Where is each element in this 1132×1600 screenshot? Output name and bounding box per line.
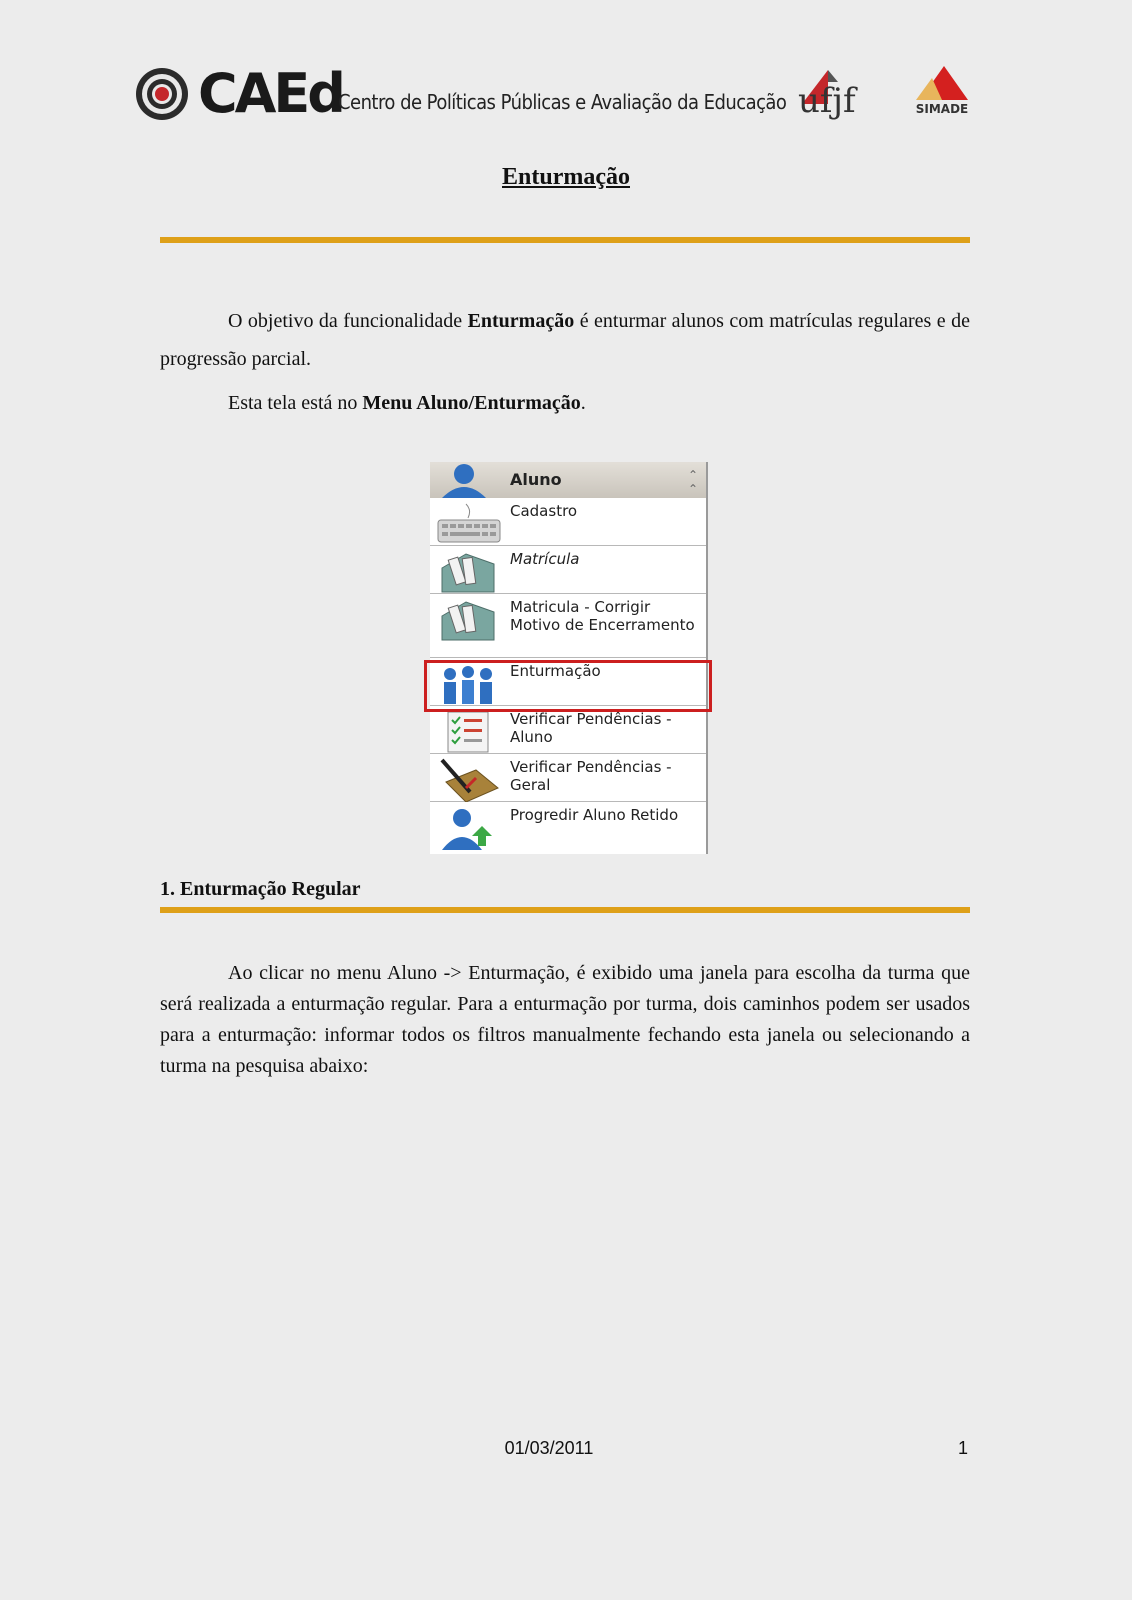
simade-logo xyxy=(910,64,974,122)
intro-paragraph xyxy=(160,302,970,378)
header-logos xyxy=(134,62,994,132)
intro-text-a: O objetivo da funcionalidade xyxy=(228,310,468,332)
checklist-icon xyxy=(436,710,502,754)
location-bold: Menu Aluno/Enturmação xyxy=(362,392,581,414)
menu-item-label: Matricula - Corrigir Motivo de Encerramento xyxy=(510,598,695,634)
simade-mountain-icon xyxy=(910,64,974,102)
user-up-arrow-icon xyxy=(436,806,502,850)
menu-item-label: Enturmação xyxy=(510,662,601,680)
keyboard-icon xyxy=(436,502,502,546)
menu-item-label: Matrícula xyxy=(510,550,580,568)
menu-item-pendencias-aluno[interactable] xyxy=(430,706,706,754)
intro-bold: Enturmação xyxy=(467,310,575,332)
file-cabinet-icon xyxy=(436,550,502,594)
menu-item-corrigir-motivo[interactable] xyxy=(430,594,706,658)
user-icon xyxy=(434,462,504,498)
footer-date: 01/03/2011 xyxy=(504,1438,594,1458)
ufjf-text: ufjf xyxy=(798,81,856,121)
collapse-chevron-icon[interactable]: ⌃ ⌃ xyxy=(687,468,698,496)
menu-item-label: Progredir Aluno Retido xyxy=(510,806,679,824)
menu-item-cadastro[interactable] xyxy=(430,498,706,546)
location-text-a: Esta tela está no xyxy=(228,392,363,414)
section-heading: 1. Enturmação Regular xyxy=(160,878,361,900)
caed-swirl-logo xyxy=(134,66,190,122)
aluno-menu-panel xyxy=(430,462,708,854)
clipboard-pen-icon xyxy=(436,758,502,802)
file-cabinet-icon xyxy=(436,598,502,642)
menu-item-label: Cadastro xyxy=(510,502,578,520)
ufjf-logo xyxy=(794,64,874,126)
menu-item-progredir-aluno[interactable] xyxy=(430,802,706,854)
divider-rule xyxy=(160,907,970,913)
simade-text: SIMADE xyxy=(915,102,969,116)
enturmacao-highlight-box xyxy=(424,660,712,712)
menu-item-matricula[interactable] xyxy=(430,546,706,594)
menu-header-label: Aluno xyxy=(510,470,562,489)
intro-text-b: é enturmar alunos com matrículas regulares e de progressão parcial. xyxy=(160,310,970,370)
menu-item-pendencias-geral[interactable] xyxy=(430,754,706,802)
menu-item-label: Verificar Pendências - Geral xyxy=(510,758,672,794)
divider-rule xyxy=(160,237,970,243)
caed-tagline: Centro de Políticas Públicas e Avaliação da Educação xyxy=(338,90,787,114)
menu-item-label: Verificar Pendências - Aluno xyxy=(510,710,672,746)
location-text-b: . xyxy=(580,392,586,414)
section-paragraph: Ao clicar no menu Aluno -> Enturmação, é exibido uma janela para escolha da turma que será realizada a enturmação regular. Para a enturmação por turma, dois caminhos podem ser usados para a enturmação: informar todos os filtros manualmente fechando esta janela ou selecionando a turma na pesquisa abaixo: xyxy=(160,962,970,1077)
page-title: Enturmação xyxy=(502,164,630,190)
caed-wordmark: CAEd xyxy=(198,62,343,125)
page-number: 1 xyxy=(958,1438,969,1458)
location-paragraph xyxy=(160,384,970,422)
menu-header[interactable] xyxy=(430,462,706,498)
